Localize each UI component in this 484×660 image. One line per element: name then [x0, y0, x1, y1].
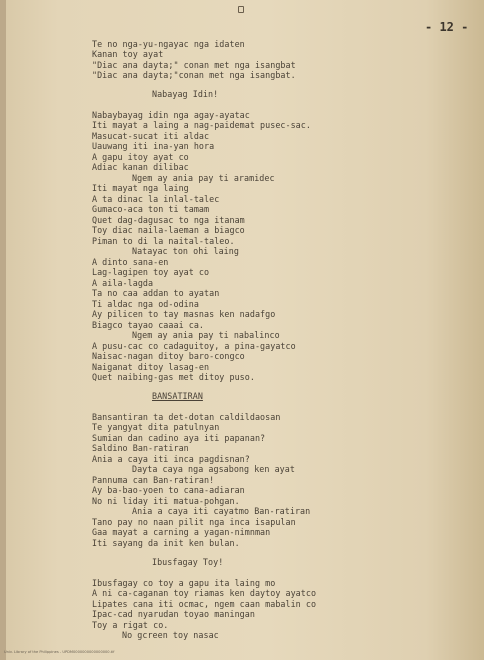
- text-line: BANSATIRAN: [152, 391, 203, 401]
- page-number: - 12 -: [425, 20, 469, 34]
- text-line: Ngem ay ania pay ti nabalinco: [132, 330, 280, 340]
- text-line: Lipates cana iti ocmac, ngem caan mabalin co: [92, 599, 317, 609]
- text-line: A ni ca-caganan toy riamas ken daytoy ayatco: [92, 588, 317, 598]
- page-left-edge: [0, 0, 6, 660]
- text-line: Toy diac naila-laeman a biagco: [92, 225, 245, 235]
- binding-hole-mark: [238, 6, 244, 13]
- text-line: Quet naibing-gas met ditoy puso.: [92, 372, 255, 382]
- text-line: Adiac kanan dilibac: [92, 162, 189, 172]
- text-line: Gumaco-aca ton ti tamam: [92, 204, 210, 214]
- text-line: Biagco tayao caaai ca.: [92, 320, 205, 330]
- text-line: Ti aldac nga od-odina: [92, 299, 199, 309]
- text-line: A gapu itoy ayat co: [92, 152, 189, 162]
- text-line: Ibusfagay co toy a gapu ita laing mo: [92, 578, 276, 588]
- text-line: A pusu-cac co cadaguitoy, a pina-gayatco: [92, 341, 296, 351]
- text-line: Natayac ton ohi laing: [132, 246, 239, 256]
- text-line: Naisac-nagan ditoy baro-congco: [92, 351, 245, 361]
- text-line: No ni liday iti matua-pohgan.: [92, 496, 240, 506]
- text-line: A aila-lagda: [92, 278, 154, 288]
- text-line: Pannuma can Ban-ratiran!: [92, 475, 215, 485]
- text-line: Quet dag-dagusac to nga itanam: [92, 215, 245, 225]
- text-line: A ta dinac la inlal-talec: [92, 194, 220, 204]
- text-line: "Diac ana dayta;" conan met nga isangbat: [92, 60, 296, 70]
- text-line: Nabayag Idin!: [152, 89, 219, 99]
- text-line: Ay ba-bao-yoen to cana-adiaran: [92, 485, 245, 495]
- text-line: No gcreen toy nasac: [122, 630, 219, 640]
- text-line: Toy a rigat co.: [92, 620, 169, 630]
- text-line: Saldino Ban-ratiran: [92, 443, 189, 453]
- text-line: Gaa mayat a carning a yagan-nimnman: [92, 527, 271, 537]
- text-line: Iti sayang da init ken bulan.: [92, 538, 240, 548]
- text-line: Ay pilicen to tay masnas ken nadafgo: [92, 309, 276, 319]
- text-line: Iti mayat nga laing: [92, 183, 189, 193]
- text-line: Lag-lagipen toy ayat co: [92, 267, 210, 277]
- text-line: Uauwang iti ina-yan hora: [92, 141, 215, 151]
- text-line: Tano pay no naan pilit nga inca isapulan: [92, 517, 296, 527]
- text-line: Iti mayat a laing a nag-paidemat pusec-sac.: [92, 120, 311, 130]
- text-line: Ta no caa addan to ayatan: [92, 288, 220, 298]
- text-line: Ibusfagay Toy!: [152, 557, 224, 567]
- text-line: "Diac ana dayta;"conan met nga isangbat.: [92, 70, 296, 80]
- text-line: A dinto sana-en: [92, 257, 169, 267]
- text-line: Naiganat ditoy lasag-en: [92, 362, 210, 372]
- text-line: Bansantiran ta det-dotan caldildaosan: [92, 412, 281, 422]
- text-line: Te no nga-yu-ngayac nga idaten: [92, 39, 245, 49]
- text-line: Piman to di la naital-taleo.: [92, 236, 235, 246]
- text-line: Sumian dan cadino aya iti papanan?: [92, 433, 266, 443]
- text-line: Nabaybayag idin nga agay-ayatac: [92, 110, 250, 120]
- text-line: Ania a caya iti inca pagdisnan?: [92, 454, 250, 464]
- text-line: Ania a caya iti cayatmo Ban-ratiran: [132, 506, 311, 516]
- text-line: Kanan toy ayat: [92, 49, 164, 59]
- text-line: Te yangyat dita patulnyan: [92, 422, 220, 432]
- text-line: Ngem ay ania pay ti aramidec: [132, 173, 275, 183]
- text-line: Ipac-cad nyarudan toyao maningan: [92, 609, 255, 619]
- scan-footer-caption: Univ. Library of the Philippines - UPDM0000000000000000.tif: [4, 650, 115, 654]
- text-line: Dayta caya nga agsabong ken ayat: [132, 464, 295, 474]
- text-line: Masucat-sucat iti aldac: [92, 131, 210, 141]
